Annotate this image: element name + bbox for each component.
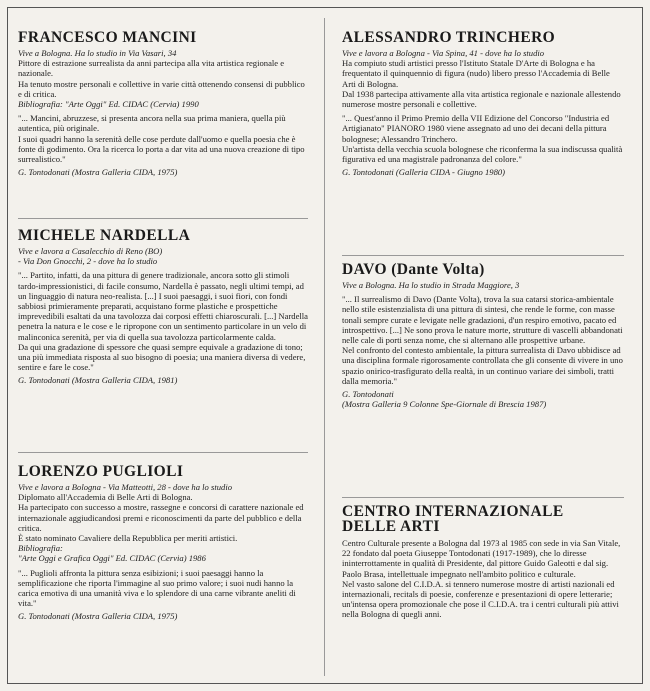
- artist-location: Vive a Bologna. Ha lo studio in Strada Maggiore, 3: [342, 280, 520, 290]
- critic-quote: "... Puglioli affronta la pittura senza esibizioni; i suoi paesaggi hanno la semplificazione che riporta l'immagine al suo primo valore; i suoi nudi hanno la carica emotiva di una umanità viva e lo splendore di una carne vibrante aneliti di vita.": [18, 567, 296, 609]
- artist-location: Vive e lavora a Casalecchio di Reno (BO) - Via Don Gnocchi, 2 - dove ha lo studio: [18, 246, 163, 267]
- section-separator: [18, 218, 308, 219]
- artist-location: Vive a Bologna. Ha lo studio in Via Vasari, 34: [18, 48, 177, 58]
- artist-location: Vive e lavora a Bologna - Via Matteotti, 28 - dove ha lo studio: [18, 482, 233, 492]
- artist-entry-trinchero: [342, 30, 624, 177]
- critic-quote: "... Mancini, abruzzese, si presenta ancora nella sua prima maniera, quella più autentica, più originale. I suoi quadri hanno la serenità delle cose perdute dall'uomo e quella poesia che è fonte di godimento. Ora la ricerca lo porta a dar vita ad una nuova creazione di tipo surrealistico.": [18, 113, 305, 165]
- centre-name: CENTRO INTERNAZIONALE DELLE ARTI: [342, 503, 564, 535]
- artist-name: DAVO (Dante Volta): [342, 261, 485, 278]
- artist-entry-davo: [342, 262, 624, 409]
- artist-name: ALESSANDRO TRINCHERO: [342, 29, 556, 46]
- artist-entry-puglioli: [18, 464, 308, 622]
- artist-entry-mancini: [18, 30, 308, 177]
- centro-internazionale-entry: [342, 504, 624, 620]
- quote-source: G. Tontodonati (Mostra Galleria 9 Colonne Spe-Giornale di Brescia 1987): [342, 389, 547, 410]
- critic-quote: "... Quest'anno il Primo Premio della VII Edizione del Concorso "Industria ed Artigianato" PIANORO 1980 viene assegnato ad uno dei decani della pittura bolognese; Alessandro Trinchero. Un'artista della vecchia scuola bolognese che riconferma la sua indiscussa qualità figurativa ed una magistrale padronanza del colore.": [342, 113, 623, 165]
- artist-bio: Ha compiuto studi artistici presso l'Istituto Statale D'Arte di Bologna e ha frequentato il quinquennio di figura (nudo) libero presso l'Accademia di Belle Arti di Bologna. Dal 1938 partecipa attivamente alla vita artistica regionale e nazionale allestendo numerose mostre personali e collettive.: [342, 58, 621, 110]
- column-divider: [324, 18, 325, 676]
- section-separator: [342, 497, 624, 498]
- centre-description: Centro Culturale presente a Bologna dal 1973 al 1985 con sede in via San Vitale, 22 fondato dal poeta Giuseppe Tontodonati (1917-1989), che lo diresse ininterrottamente in qualità di Presidente, dal pittore Guido Galeotti e dal sig. Paolo Brasa, intellettuale impegnato nell'ambito politico e culturale. Nel vasto salone del C.I.D.A. si tennero numerose mostre di artisti nazionali ed internazionali, recitals di poesie, conferenze e presentazioni di opere letterarie; un'intensa opera promozionale che pose il C.I.D.A. tra i centri culturali più attivi nella Bologna di quegli anni.: [342, 538, 621, 620]
- quote-source: G. Tontodonati (Mostra Galleria CIDA, 1975): [18, 611, 178, 622]
- artist-location: Vive e lavora a Bologna - Via Spina, 41 - dove ha lo studio: [342, 48, 545, 58]
- artist-entry-nardella: [18, 228, 308, 386]
- critic-quote: "... Partito, infatti, da una pittura di genere tradizionale, ancora sotto gli stimoli tardo-impressionistici, di facile consumo, Nardella è passato, negli ultimi tempi, ad un linguaggio di natura neo-realista. [...] I suoi paesaggi, i suoi fiori, con fondi sabbiosi primieramente preparati, acquistano forme plastiche e prospettiche imprevedibili esaltati da una tavolozza dai corposi effetti chiaroscurali. [...] Nardella penetra la natura e le cose e le ripropone con un sentimento particolare in un velo di malinconica serenità, per via di quella sua tavolozza particolarmente calda. Da qui una gradazione di spessore che quasi sempre equivale a gradazione di tono; una più immediata risposta al suo bisogno di poesia; una maniera diversa di vedere, sentire e fare le cose.": [18, 270, 309, 373]
- artist-name: FRANCESCO MANCINI: [18, 29, 197, 46]
- section-separator: [342, 255, 624, 256]
- artist-name: LORENZO PUGLIOLI: [18, 463, 184, 480]
- quote-source: G. Tontodonati (Mostra Galleria CIDA, 1981): [18, 375, 178, 386]
- artist-bio: Diplomato all'Accademia di Belle Arti di Bologna. Ha partecipato con successo a mostre, rassegne e concorsi di carattere nazionale ed internazionale aggiudicandosi premi e riconoscimenti da parte del pubblico e della critica. È stato nominato Cavaliere della Repubblica per meriti artistici.: [18, 492, 304, 544]
- quote-source: G. Tontodonati (Galleria CIDA - Giugno 1980): [342, 167, 506, 178]
- artist-bio: Pittore di estrazione surrealista da anni partecipa alla vita artistica regionale e nazionale. Ha tenuto mostre personali e collettive in varie città ottenendo consensi di pubblico e di critica.: [18, 58, 305, 99]
- critic-quote: "... Il surrealismo di Davo (Dante Volta), trova la sua catarsi storica-ambientale nello stile esistenzialista di una pittura di sintesi, che rende le forme, con masse tonali sempre curate e levigate nelle gradazioni, d'un respiro emotivo, pacato ed introspettivo. [...] Ne sono prova le nature morte, strutture di vascelli abbandonati nelle cale di porti senza nome, che si alternano alle prospettive urbane. Nel confronto del contesto ambientale, la pittura surrealista di Davo ubbidisce ad una disciplina formale rigorosamente controllata che gli consente di vivere in uno spazio onirico-trasfigurato della realtà, in un continuo variare dei simboli, tratti dalla memoria.": [342, 294, 623, 386]
- bibliography: Bibliografia: "Arte Oggi" Ed. CIDAC (Cervia) 1990: [18, 99, 199, 110]
- artist-name: MICHELE NARDELLA: [18, 227, 191, 244]
- bibliography: Bibliografia: "Arte Oggi e Grafica Oggi" Ed. CIDAC (Cervia) 1986: [18, 543, 206, 564]
- section-separator: [18, 452, 308, 453]
- quote-source: G. Tontodonati (Mostra Galleria CIDA, 1975): [18, 167, 178, 178]
